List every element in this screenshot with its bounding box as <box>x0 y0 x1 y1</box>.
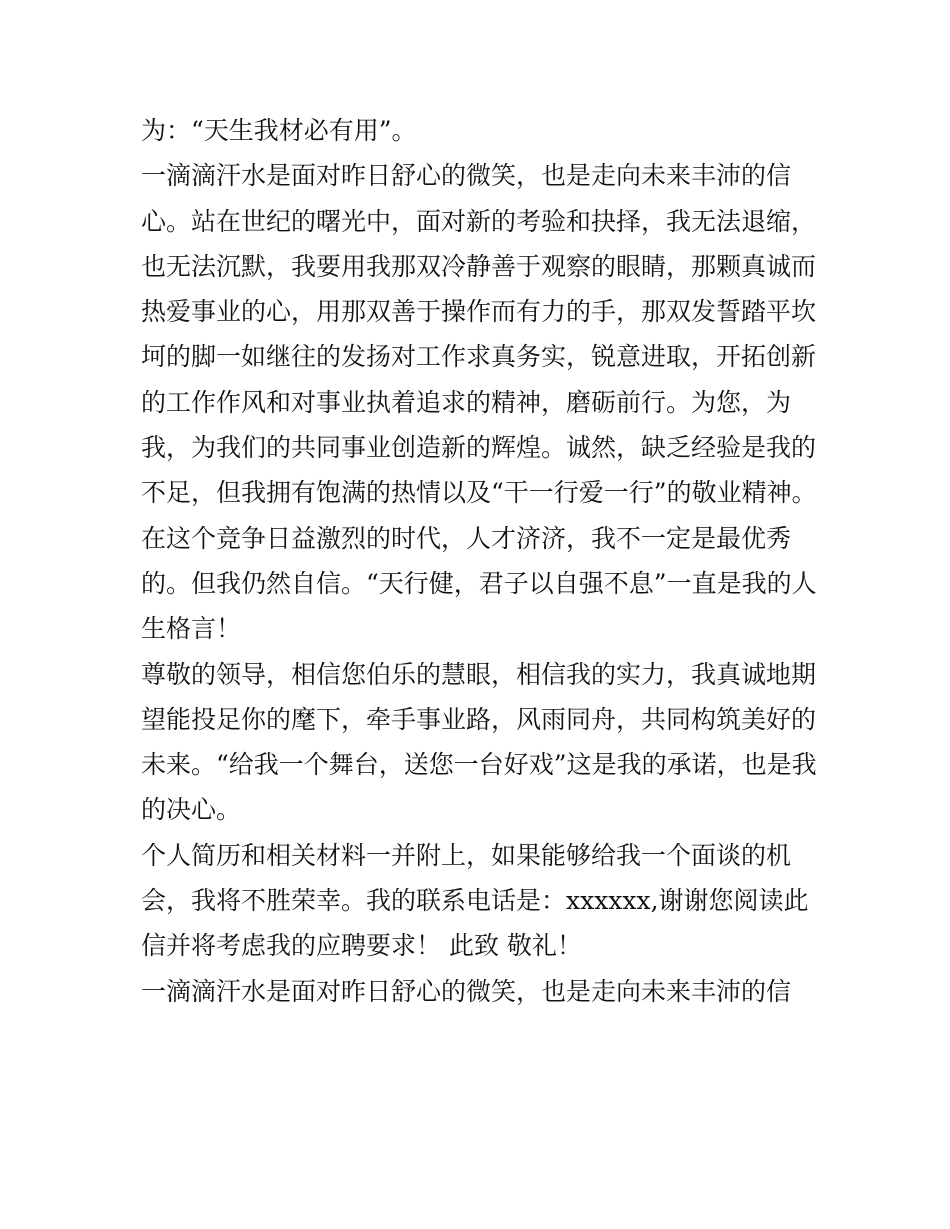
text-line: 热爱事业的心，用那双善于操作而有力的手，那双发誓踏平坎 <box>141 297 817 327</box>
text-line: 个人简历和相关材料一并附上，如果能够给我一个面谈的机 <box>141 840 792 870</box>
text-line: 会，我将不胜荣幸。我的联系电话是：xxxxxx,谢谢您阅读此 <box>141 886 809 916</box>
text-line: 的。但我仍然自信。“天行健，君子以自强不息”一直是我的人 <box>141 568 817 598</box>
text-line: 的工作作风和对事业执着追求的精神，磨砺前行。为您，为 <box>141 387 792 417</box>
text-line: 生格言！ <box>141 614 242 644</box>
text-line: 信并将考虑我的应聘要求！ 此致 敬礼！ <box>141 931 582 961</box>
letter-body <box>141 108 821 1014</box>
text-line: 尊敬的领导，相信您伯乐的慧眼，相信我的实力，我真诚地期 <box>141 659 817 689</box>
text-line: 不足，但我拥有饱满的热情以及“干一行爱一行”的敬业精神。 <box>141 478 817 508</box>
text-line: 望能投足你的麾下，牵手事业路，风雨同舟，共同构筑美好的 <box>141 704 817 734</box>
text-line: 一滴滴汗水是面对昨日舒心的微笑，也是走向未来丰沛的信 <box>141 976 792 1006</box>
text-line: 心。站在世纪的曙光中，面对新的考验和抉择，我无法退缩， <box>141 206 817 236</box>
text-line: 未来。“给我一个舞台，送您一台好戏”这是我的承诺，也是我 <box>141 750 817 780</box>
text-line: 在这个竞争日益激烈的时代，人才济济，我不一定是最优秀 <box>141 523 792 553</box>
text-line: 也无法沉默，我要用我那双冷静善于观察的眼睛，那颗真诚而 <box>141 251 817 281</box>
text-line: 坷的脚一如继往的发扬对工作求真务实，锐意进取，开拓创新 <box>141 342 817 372</box>
text-line: 我，为我们的共同事业创造新的辉煌。诚然，缺乏经验是我的 <box>141 433 817 463</box>
text-line: 为：“天生我材必有用”。 <box>141 116 417 145</box>
text-line: 一滴滴汗水是面对昨日舒心的微笑，也是走向未来丰沛的信 <box>141 161 792 191</box>
text-line: 的决心。 <box>141 795 242 825</box>
